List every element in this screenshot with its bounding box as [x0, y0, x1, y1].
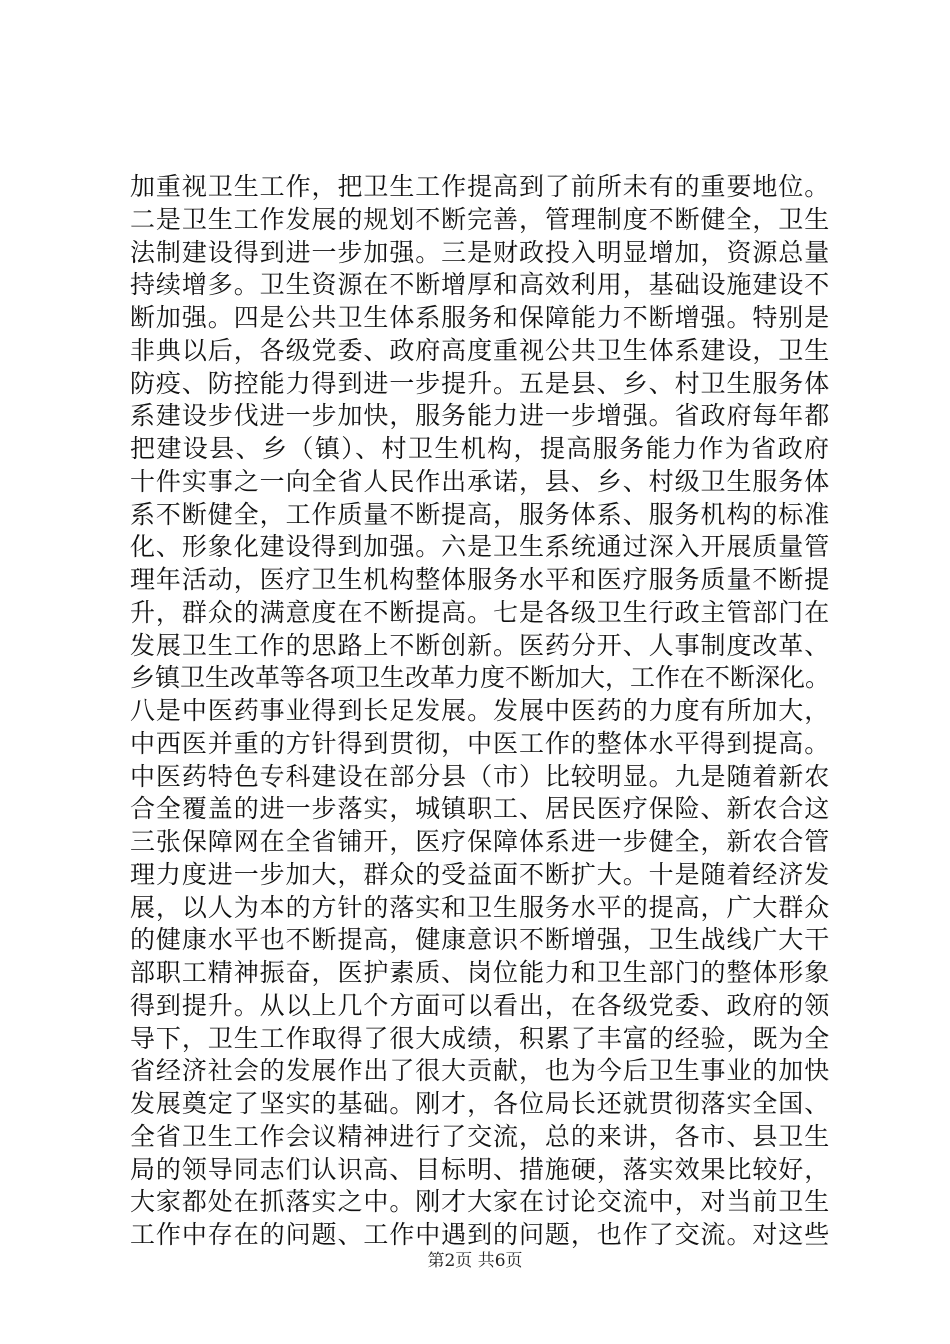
page-footer: 第2页 共6页 [427, 1251, 523, 1271]
text-line: 持续增多。卫生资源在不断增厚和高效利用，基础设施建设不 [130, 270, 830, 300]
text-line: 的健康水平也不断提高，健康意识不断增强，卫生战线广大干 [130, 925, 830, 955]
text-line: 省经济社会的发展作出了很大贡献，也为今后卫生事业的加快 [130, 1056, 830, 1086]
text-line: 展，以人为本的方针的落实和卫生服务水平的提高，广大群众 [130, 892, 830, 922]
text-line: 系不断健全，工作质量不断提高，服务体系、服务机构的标准 [130, 499, 830, 529]
text-line: 三张保障网在全省铺开，医疗保障体系进一步健全，新农合管 [130, 827, 830, 856]
text-line: 发展卫生工作的思路上不断创新。医药分开、人事制度改革、 [130, 630, 830, 660]
text-line: 法制建设得到进一步加强。三是财政投入明显增加，资源总量 [130, 237, 830, 267]
text-line: 非典以后，各级党委、政府高度重视公共卫生体系建设，卫生 [130, 335, 830, 365]
text-line: 升，群众的满意度在不断提高。七是各级卫生行政主管部门在 [130, 597, 830, 627]
text-line: 加重视卫生工作，把卫生工作提高到了前所未有的重要地位。 [130, 172, 830, 201]
text-line: 二是卫生工作发展的规划不断完善，管理制度不断健全，卫生 [130, 204, 830, 234]
text-line: 合全覆盖的进一步落实，城镇职工、居民医疗保险、新农合这 [130, 794, 830, 824]
text-line: 系建设步伐进一步加快，服务能力进一步增强。省政府每年都 [130, 401, 830, 431]
text-line: 导下，卫生工作取得了很大成绩，积累了丰富的经验，既为全 [130, 1023, 830, 1053]
text-line: 理年活动，医疗卫生机构整体服务水平和医疗服务质量不断提 [130, 565, 830, 594]
text-line: 局的领导同志们认识高、目标明、措施硬，落实效果比较好， [130, 1154, 830, 1184]
text-line: 大家都处在抓落实之中。刚才大家在讨论交流中，对当前卫生 [130, 1187, 830, 1217]
body-text [130, 171, 830, 1252]
text-line: 化、形象化建设得到加强。六是卫生系统通过深入开展质量管 [130, 532, 830, 562]
text-line: 发展奠定了坚实的基础。刚才，各位局长还就贯彻落实全国、 [130, 1089, 830, 1118]
text-line: 工作中存在的问题、工作中遇到的问题，也作了交流。对这些 [130, 1220, 830, 1249]
text-line: 理力度进一步加大，群众的受益面不断扩大。十是随着经济发 [130, 859, 830, 889]
text-line: 部职工精神振奋，医护素质、岗位能力和卫生部门的整体形象 [130, 958, 830, 987]
text-line: 八是中医药事业得到长足发展。发展中医药的力度有所加大， [130, 696, 830, 725]
text-line: 中西医并重的方针得到贯彻，中医工作的整体水平得到提高。 [130, 728, 830, 758]
text-line: 中医药特色专科建设在部分县（市）比较明显。九是随着新农 [130, 761, 830, 791]
text-line: 得到提升。从以上几个方面可以看出，在各级党委、政府的领 [130, 990, 830, 1020]
text-line: 全省卫生工作会议精神进行了交流，总的来讲，各市、县卫生 [130, 1121, 830, 1151]
text-line: 防疫、防控能力得到进一步提升。五是县、乡、村卫生服务体 [130, 368, 830, 398]
text-line: 把建设县、乡（镇）、村卫生机构，提高服务能力作为省政府 [130, 434, 830, 463]
text-line: 十件实事之一向全省人民作出承诺，县、乡、村级卫生服务体 [130, 466, 830, 496]
text-line: 断加强。四是公共卫生体系服务和保障能力不断增强。特别是 [130, 303, 830, 332]
text-line: 乡镇卫生改革等各项卫生改革力度不断加大，工作在不断深化。 [130, 663, 831, 693]
